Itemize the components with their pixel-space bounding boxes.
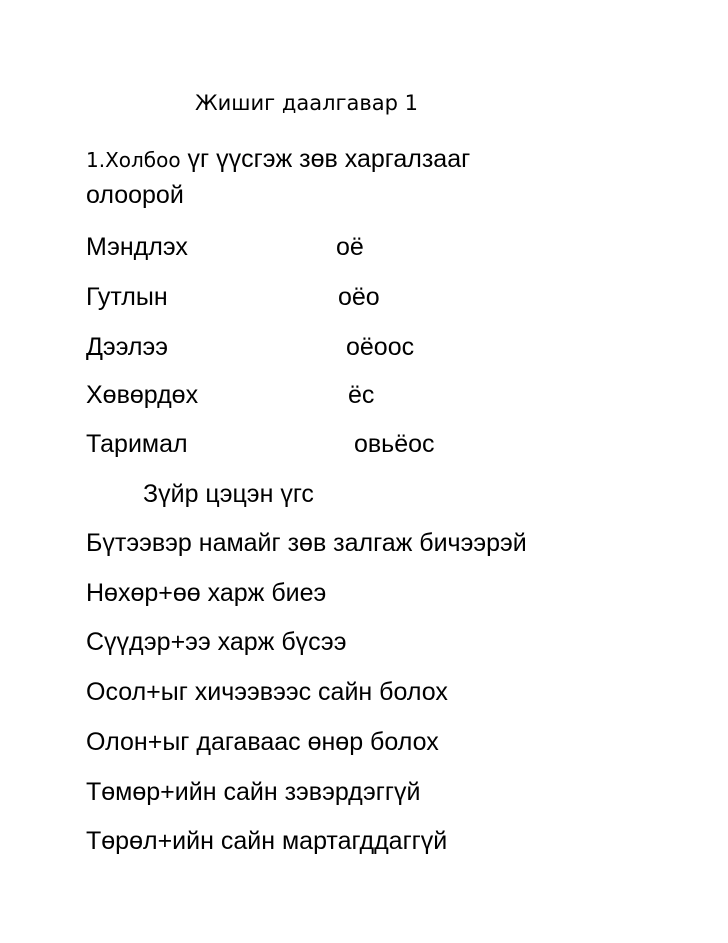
- task1-instruction-line2: олоорой: [86, 181, 184, 209]
- proverb-line: Осол+ыг хичээвээс сайн болох: [86, 678, 448, 706]
- page-title: Жишиг даалгавар 1: [195, 91, 419, 115]
- match-left-word: Гутлын: [86, 283, 168, 311]
- match-right-suffix: оёо: [338, 283, 380, 311]
- match-right-suffix: оё: [336, 233, 364, 261]
- match-right-suffix: оёоос: [346, 333, 415, 361]
- task1-number: 1.Холбоо: [86, 148, 181, 172]
- match-left-word: Мэндлэх: [86, 233, 188, 261]
- proverb-line: Нөхөр+өө харж биеэ: [86, 579, 327, 607]
- match-left-word: Дээлээ: [86, 333, 168, 361]
- proverb-line: Төмөр+ийн сайн зэвэрдэггүй: [86, 778, 421, 806]
- proverb-line: Олон+ыг дагаваас өнөр болох: [86, 728, 439, 756]
- proverb-line: Сүүдэр+ээ харж бүсээ: [86, 628, 347, 656]
- proverbs-heading: Зүйр цэцэн үгс: [143, 480, 314, 508]
- match-left-word: Таримал: [86, 430, 188, 458]
- proverb-line: Төрөл+ийн сайн мартагддаггүй: [86, 827, 448, 855]
- match-right-suffix: ёс: [348, 381, 375, 409]
- task1-instruction: [86, 144, 470, 175]
- match-left-word: Хөвөрдөх: [86, 381, 199, 409]
- proverbs-instruction: Бүтээвэр намайг зөв залгаж бичээрэй: [86, 529, 527, 557]
- task1-instruction-text: үг үүсгэж зөв харгалзааг: [180, 145, 471, 173]
- match-right-suffix: овьёос: [354, 430, 435, 458]
